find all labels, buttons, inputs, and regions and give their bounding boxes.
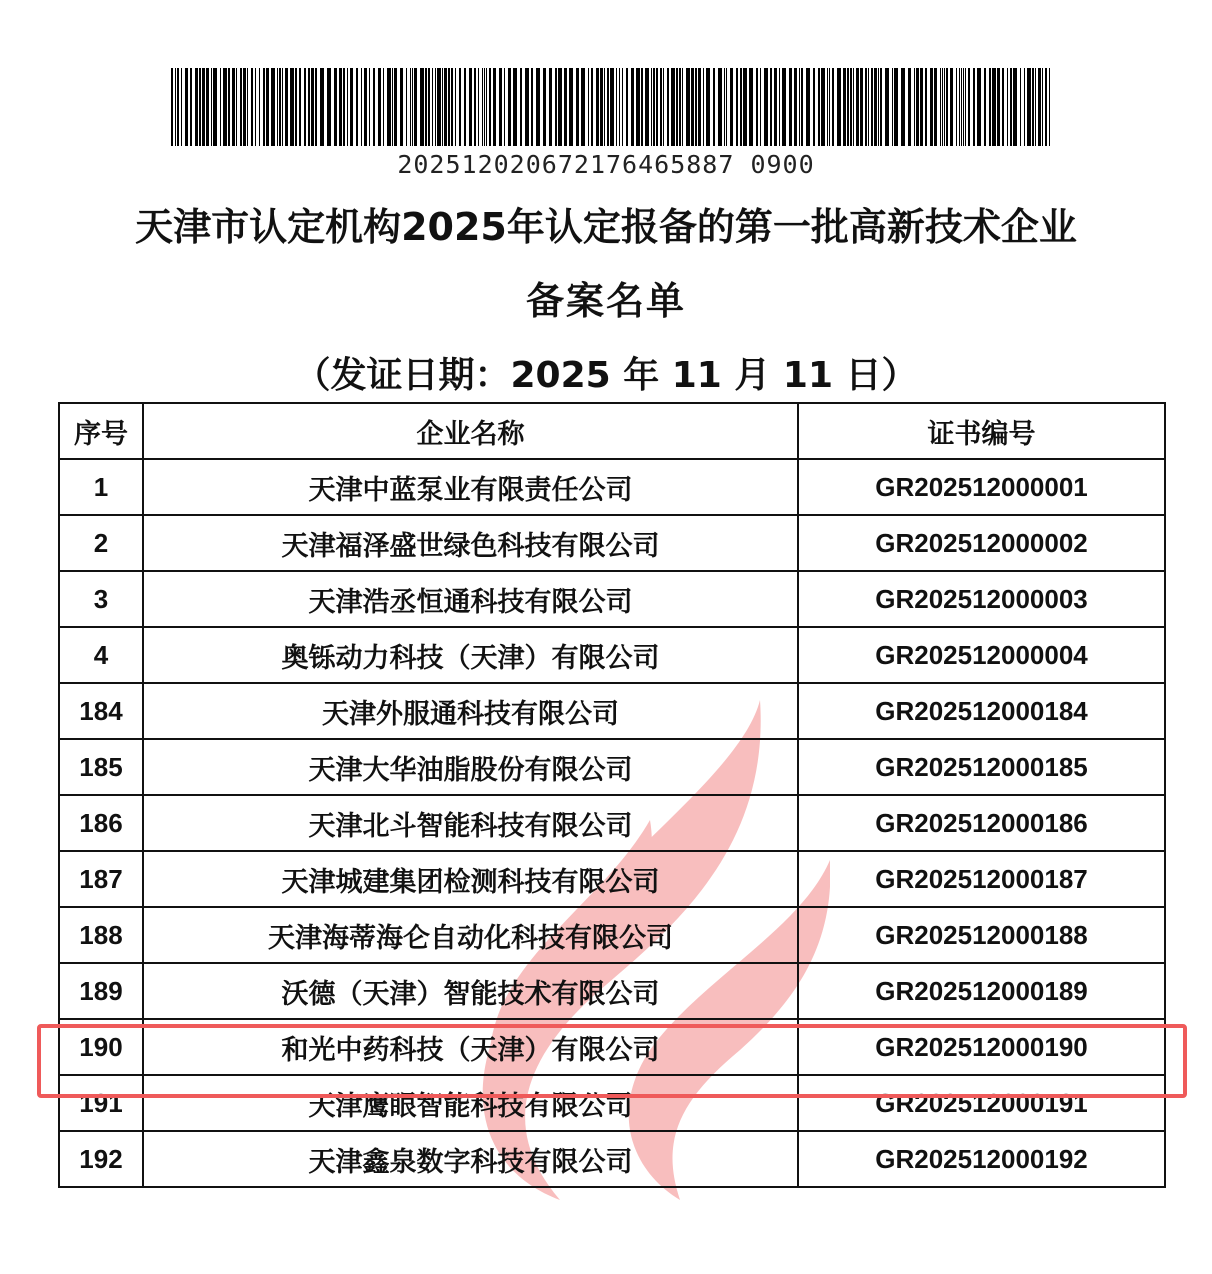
barcode-bar xyxy=(1020,68,1021,146)
barcode-bar xyxy=(271,68,275,146)
company-name: 天津浩丞恒通科技有限公司 xyxy=(143,571,798,627)
barcode-bar xyxy=(482,68,483,146)
barcode-bar xyxy=(171,68,173,146)
barcode-bar xyxy=(679,68,681,146)
barcode-bar xyxy=(412,68,413,146)
barcode-bar xyxy=(821,68,825,146)
barcode-bar xyxy=(536,68,540,146)
barcode-bar xyxy=(478,68,479,146)
barcode-bar xyxy=(843,68,846,146)
barcode-bar xyxy=(394,68,397,146)
barcode-bar xyxy=(973,68,975,146)
barcode-bar xyxy=(213,68,217,146)
barcode-bar xyxy=(1010,68,1012,146)
barcode-bar xyxy=(315,68,317,146)
barcode-bar xyxy=(588,68,589,146)
barcode-bar xyxy=(865,68,867,146)
barcode-bar xyxy=(878,68,879,146)
barcode-bar xyxy=(1024,68,1025,146)
barcode-bar xyxy=(653,68,655,146)
barcode-bar xyxy=(520,68,522,146)
barcode-bar xyxy=(259,68,260,146)
barcode-bar xyxy=(243,68,246,146)
barcode-bar xyxy=(691,68,694,146)
barcode-bar xyxy=(455,68,456,146)
certificate-no: GR202512000188 xyxy=(798,907,1165,963)
serial-no: 4 xyxy=(59,627,143,683)
serial-no: 191 xyxy=(59,1075,143,1131)
barcode-bar xyxy=(1045,68,1047,146)
barcode-bar xyxy=(880,68,882,146)
serial-no: 1 xyxy=(59,459,143,515)
barcode-bar xyxy=(334,68,337,146)
company-name: 天津海蒂海仑自动化科技有限公司 xyxy=(143,907,798,963)
barcode-bar xyxy=(564,68,567,146)
certificate-no: GR202512000187 xyxy=(798,851,1165,907)
barcode-bar xyxy=(444,68,447,146)
barcode-bar xyxy=(942,68,943,146)
barcode-bar xyxy=(925,68,927,146)
barcode-bar xyxy=(1049,68,1050,146)
barcode-bar xyxy=(641,68,643,146)
barcode-bar xyxy=(740,68,742,146)
barcode-bar xyxy=(965,68,966,146)
barcode-bar xyxy=(770,68,772,146)
barcode-bar xyxy=(266,68,269,146)
table-row xyxy=(59,627,1165,683)
barcode-bar xyxy=(799,68,800,146)
barcode-bar xyxy=(959,68,960,146)
barcode-bar xyxy=(651,68,652,146)
barcode-bar xyxy=(247,68,248,146)
certificate-no: GR202512000001 xyxy=(798,459,1165,515)
barcode-bar xyxy=(806,68,810,146)
barcode-bar xyxy=(504,68,505,146)
barcode-bar xyxy=(894,68,898,146)
barcode-bar xyxy=(984,68,986,146)
barcode-bar xyxy=(240,68,242,146)
barcode-bar xyxy=(1035,68,1036,146)
barcode-bar xyxy=(832,68,834,146)
barcode-bar xyxy=(1027,68,1031,146)
certificate-no: GR202512000003 xyxy=(798,571,1165,627)
barcode-bar xyxy=(626,68,628,146)
barcode-bar xyxy=(513,68,517,146)
barcode-bar xyxy=(885,68,889,146)
barcode-bar xyxy=(373,68,375,146)
barcode-bar xyxy=(400,68,403,146)
barcode-bar xyxy=(1038,68,1041,146)
barcode xyxy=(171,68,1051,146)
barcode-bar xyxy=(934,68,937,146)
barcode-bar xyxy=(428,68,430,146)
barcode-bar xyxy=(756,68,758,146)
barcode-bar xyxy=(610,68,614,146)
company-name: 天津大华油脂股份有限公司 xyxy=(143,739,798,795)
barcode-bar xyxy=(874,68,877,146)
barcode-bar xyxy=(636,68,640,146)
barcode-bar xyxy=(499,68,502,146)
barcode-bar xyxy=(764,68,768,146)
barcode-bar xyxy=(343,68,345,146)
barcode-bar xyxy=(818,68,820,146)
certificate-no: GR202512000185 xyxy=(798,739,1165,795)
barcode-bar xyxy=(425,68,427,146)
barcode-bar xyxy=(656,68,658,146)
barcode-bar xyxy=(251,68,253,146)
barcode-bar xyxy=(749,68,753,146)
barcode-bar xyxy=(992,68,996,146)
barcode-bar xyxy=(920,68,923,146)
company-name: 天津中蓝泵业有限责任公司 xyxy=(143,459,798,515)
table-row xyxy=(59,1131,1165,1187)
barcode-bar xyxy=(228,68,230,146)
serial-no: 185 xyxy=(59,739,143,795)
serial-no: 188 xyxy=(59,907,143,963)
barcode-bar xyxy=(558,68,562,146)
barcode-bar xyxy=(576,68,579,146)
barcode-bar xyxy=(718,68,722,146)
barcode-bar xyxy=(531,68,533,146)
barcode-bar xyxy=(667,68,669,146)
serial-no: 190 xyxy=(59,1019,143,1075)
barcode-bar xyxy=(295,68,297,146)
serial-no: 189 xyxy=(59,963,143,1019)
barcode-bar xyxy=(940,68,941,146)
table-header-row xyxy=(59,403,1165,459)
barcode-bar xyxy=(489,68,491,146)
company-name: 和光中药科技（天津）有限公司 xyxy=(143,1019,798,1075)
barcode-bar xyxy=(706,68,710,146)
header-certificate-no: 证书编号 xyxy=(798,403,1165,459)
certificate-no: GR202512000190 xyxy=(798,1019,1165,1075)
barcode-bar xyxy=(892,68,893,146)
barcode-bar xyxy=(698,68,701,146)
barcode-bar xyxy=(279,68,281,146)
barcode-bar xyxy=(703,68,704,146)
barcode-bar xyxy=(989,68,991,146)
barcode-bar xyxy=(591,68,593,146)
barcode-bar xyxy=(327,68,331,146)
barcode-bar xyxy=(181,68,182,146)
serial-no: 186 xyxy=(59,795,143,851)
barcode-bar xyxy=(686,68,690,146)
barcode-bar xyxy=(232,68,235,146)
barcode-bar xyxy=(1032,68,1034,146)
table-row xyxy=(59,515,1165,571)
barcode-bar xyxy=(263,68,265,146)
barcode-bar xyxy=(1007,68,1008,146)
barcode-bar xyxy=(175,68,176,146)
barcode-bar xyxy=(901,68,905,146)
table-row xyxy=(59,683,1165,739)
barcode-bar xyxy=(950,68,953,146)
barcode-bar xyxy=(860,68,863,146)
barcode-bar xyxy=(508,68,511,146)
barcode-bar xyxy=(619,68,620,146)
barcode-bar xyxy=(464,68,466,146)
barcode-bar xyxy=(956,68,957,146)
table-row xyxy=(59,739,1165,795)
document-title: 天津市认定机构2025年认定报备的第一批高新技术企业 xyxy=(135,205,1077,249)
serial-no: 3 xyxy=(59,571,143,627)
barcode-bar xyxy=(660,68,662,146)
barcode-bar xyxy=(616,68,617,146)
barcode-bar xyxy=(850,68,852,146)
barcode-bar xyxy=(871,68,873,146)
barcode-bar xyxy=(596,68,599,146)
barcode-bar xyxy=(311,68,314,146)
barcode-bar xyxy=(299,68,301,146)
table-row xyxy=(59,571,1165,627)
barcode-bars xyxy=(171,68,1051,146)
certificate-no: GR202512000189 xyxy=(798,963,1165,1019)
barcode-bar xyxy=(726,68,727,146)
barcode-bar xyxy=(420,68,424,146)
serial-no: 184 xyxy=(59,683,143,739)
barcode-bar xyxy=(779,68,780,146)
barcode-bar xyxy=(223,68,227,146)
barcode-bar xyxy=(645,68,649,146)
barcode-bar xyxy=(549,68,552,146)
company-name: 奥铄动力科技（天津）有限公司 xyxy=(143,627,798,683)
barcode-bar xyxy=(730,68,733,146)
barcode-bar xyxy=(290,68,294,146)
barcode-bar xyxy=(369,68,370,146)
barcode-bar xyxy=(963,68,964,146)
issue-date-subtitle: （发证日期：2025 年 11 月 11 日） xyxy=(294,355,918,396)
table-row xyxy=(59,963,1165,1019)
barcode-bar xyxy=(914,68,915,146)
barcode-bar xyxy=(356,68,358,146)
barcode-bar xyxy=(944,68,945,146)
barcode-bar xyxy=(946,68,948,146)
barcode-bar xyxy=(177,68,179,146)
barcode-bar xyxy=(414,68,417,146)
barcode-bar xyxy=(569,68,573,146)
barcode-bar xyxy=(724,68,725,146)
table-row xyxy=(59,907,1165,963)
barcode-bar xyxy=(847,68,849,146)
certificate-no: GR202512000002 xyxy=(798,515,1165,571)
barcode-bar xyxy=(392,68,393,146)
barcode-bar xyxy=(486,68,487,146)
barcode-bar xyxy=(448,68,450,146)
barcode-bar xyxy=(782,68,786,146)
table-row xyxy=(59,459,1165,515)
barcode-bar xyxy=(916,68,919,146)
company-name: 沃德（天津）智能技术有限公司 xyxy=(143,963,798,1019)
barcode-bar xyxy=(432,68,433,146)
barcode-bar xyxy=(451,68,453,146)
barcode-bar xyxy=(206,68,209,146)
barcode-bar xyxy=(277,68,278,146)
serial-no: 192 xyxy=(59,1131,143,1187)
barcode-bar xyxy=(736,68,738,146)
barcode-bar xyxy=(671,68,675,146)
barcode-bar xyxy=(437,68,441,146)
barcode-bar xyxy=(600,68,603,146)
barcode-bar xyxy=(308,68,310,146)
barcode-bar xyxy=(622,68,623,146)
header-serial-no: 序号 xyxy=(59,403,143,459)
barcode-bar xyxy=(837,68,841,146)
barcode-bar xyxy=(1042,68,1043,146)
barcode-bar xyxy=(968,68,970,146)
barcode-bar xyxy=(908,68,911,146)
barcode-bar xyxy=(285,68,288,146)
certificate-no: GR202512000186 xyxy=(798,795,1165,851)
barcode-bar xyxy=(682,68,683,146)
barcode-bar xyxy=(930,68,933,146)
barcode-bar xyxy=(743,68,747,146)
barcode-bar xyxy=(789,68,792,146)
barcode-bar xyxy=(469,68,472,146)
barcode-bar xyxy=(813,68,815,146)
barcode-bar xyxy=(474,68,476,146)
company-name: 天津北斗智能科技有限公司 xyxy=(143,795,798,851)
barcode-bar xyxy=(190,68,192,146)
highlight-box xyxy=(37,1024,1187,1098)
barcode-bar xyxy=(435,68,436,146)
barcode-bar xyxy=(350,68,353,146)
serial-no: 2 xyxy=(59,515,143,571)
barcode-bar xyxy=(383,68,384,146)
barcode-bar xyxy=(459,68,461,146)
barcode-bar xyxy=(555,68,557,146)
barcode-bar xyxy=(199,68,201,146)
barcode-bar xyxy=(543,68,546,146)
barcode-bar xyxy=(760,68,761,146)
serial-no: 187 xyxy=(59,851,143,907)
barcode-bar xyxy=(406,68,407,146)
document-title-line2: 备案名单 xyxy=(525,279,686,323)
barcode-bar xyxy=(195,68,198,146)
company-name: 天津福泽盛世绿色科技有限公司 xyxy=(143,515,798,571)
barcode-bar xyxy=(827,68,828,146)
barcode-bar xyxy=(829,68,830,146)
barcode-number: 202512020672176465887 0900 xyxy=(397,150,815,179)
barcode-bar xyxy=(525,68,529,146)
barcode-bar xyxy=(676,68,678,146)
barcode-bar xyxy=(604,68,605,146)
barcode-bar xyxy=(220,68,221,146)
table-row xyxy=(59,851,1165,907)
barcode-bar xyxy=(185,68,188,146)
barcode-bar xyxy=(856,68,859,146)
barcode-bar xyxy=(255,68,256,146)
barcode-bar xyxy=(304,68,306,146)
barcode-bar xyxy=(211,68,212,146)
barcode-bar xyxy=(484,68,485,146)
barcode-bar xyxy=(202,68,205,146)
barcode-bar xyxy=(236,68,237,146)
table-row xyxy=(59,795,1165,851)
barcode-bar xyxy=(794,68,797,146)
barcode-bar xyxy=(410,68,411,146)
company-name: 天津鑫泉数字科技有限公司 xyxy=(143,1131,798,1187)
barcode-bar xyxy=(347,68,348,146)
barcode-bar xyxy=(364,68,367,146)
certificate-no: GR202512000191 xyxy=(798,1075,1165,1131)
barcode-bar xyxy=(581,68,585,146)
company-name: 天津城建集团检测科技有限公司 xyxy=(143,851,798,907)
barcode-bar xyxy=(607,68,609,146)
barcode-bar xyxy=(801,68,803,146)
certificate-no: GR202512000192 xyxy=(798,1131,1165,1187)
certificate-no: GR202512000184 xyxy=(798,683,1165,739)
barcode-bar xyxy=(282,68,283,146)
barcode-bar xyxy=(961,68,962,146)
barcode-bar xyxy=(361,68,362,146)
barcode-bar xyxy=(339,68,342,146)
barcode-bar xyxy=(1013,68,1017,146)
certificate-no: GR202512000004 xyxy=(798,627,1165,683)
barcode-bar xyxy=(713,68,715,146)
barcode-bar xyxy=(868,68,869,146)
barcode-bar xyxy=(378,68,381,146)
barcode-bar xyxy=(493,68,496,146)
barcode-bar xyxy=(853,68,854,146)
barcode-bar xyxy=(977,68,981,146)
barcode-bar xyxy=(320,68,324,146)
barcode-bar xyxy=(774,68,777,146)
company-name: 天津外服通科技有限公司 xyxy=(143,683,798,739)
barcode-bar xyxy=(631,68,634,146)
barcode-bar xyxy=(997,68,1000,146)
barcode-bar xyxy=(442,68,443,146)
barcode-bar xyxy=(695,68,697,146)
header-company-name: 企业名称 xyxy=(143,403,798,459)
company-name: 天津鹰眼智能科技有限公司 xyxy=(143,1075,798,1131)
barcode-bar xyxy=(387,68,391,146)
barcode-bar xyxy=(663,68,664,146)
barcode-bar xyxy=(1002,68,1004,146)
